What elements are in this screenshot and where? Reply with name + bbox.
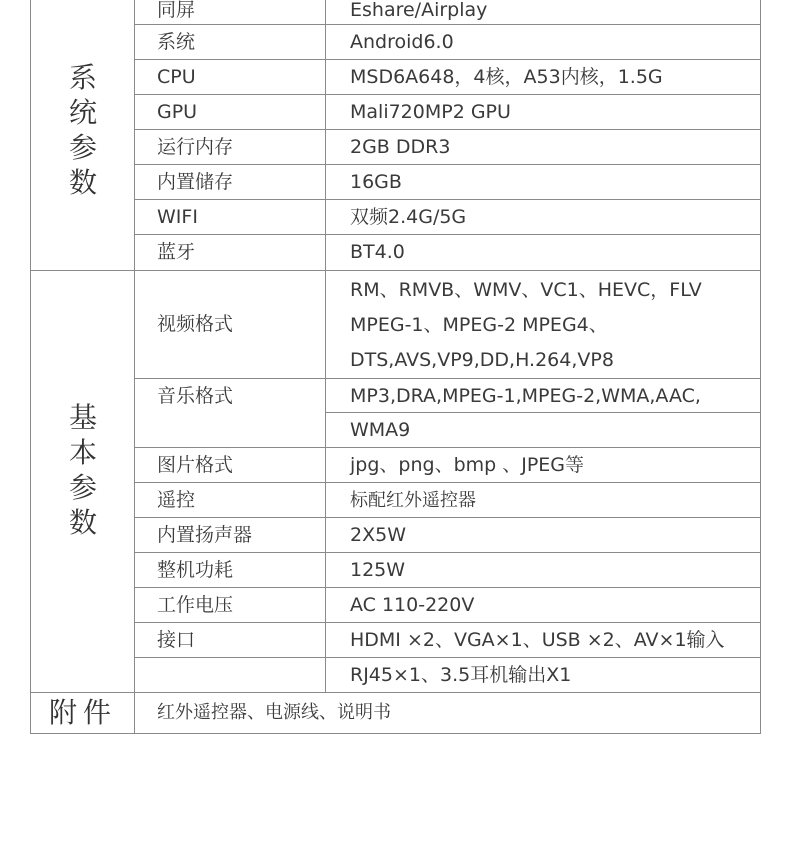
- spec-value-gpu: Mali720MP2 GPU: [350, 101, 511, 123]
- spec-key-remote: 遥控: [157, 489, 196, 511]
- table-divider-group: [134, 0, 135, 734]
- spec-key-ports: 接口: [157, 629, 196, 651]
- spec-key-voltage: 工作电压: [157, 594, 234, 616]
- table-border-left: [30, 0, 31, 734]
- spec-value-image: jpg、png、bmp 、JPEG等: [350, 454, 585, 476]
- spec-value-wifi: 双频2.4G/5G: [350, 206, 467, 228]
- spec-key-audio: 音乐格式: [157, 385, 234, 407]
- spec-key-image: 图片格式: [157, 454, 234, 476]
- group-char: 参: [68, 131, 97, 164]
- spec-key-gpu: GPU: [157, 101, 198, 123]
- spec-key-wifi: WIFI: [157, 206, 198, 228]
- spec-value-screen-share: Eshare/Airplay: [350, 0, 488, 21]
- spec-value-power: 125W: [350, 559, 406, 581]
- spec-value-os: Android6.0: [350, 31, 454, 53]
- spec-value-bluetooth: BT4.0: [350, 241, 405, 263]
- group-char: 参: [68, 471, 97, 504]
- spec-value-video-line: DTS,AVS,VP9,DD,H.264,VP8: [350, 349, 614, 371]
- spec-key-speaker: 内置扬声器: [157, 524, 253, 546]
- spec-key-power: 整机功耗: [157, 559, 234, 581]
- group-char: 基: [68, 401, 97, 434]
- spec-value-audio-line: MP3,DRA,MPEG-1,MPEG-2,WMA,AAC,: [350, 385, 701, 407]
- group-char: 统: [68, 96, 97, 129]
- group-char: 系: [68, 61, 97, 94]
- group-label-system: [32, 30, 134, 230]
- group-char: 本: [68, 436, 97, 469]
- spec-key-video: 视频格式: [157, 313, 234, 335]
- spec-value-video-line: MPEG-1、MPEG-2 MPEG4、: [350, 314, 608, 336]
- spec-value-remote: 标配红外遥控器: [350, 490, 476, 511]
- accessories-value: 红外遥控器、电源线、说明书: [157, 702, 391, 723]
- spec-key-storage: 内置储存: [157, 171, 234, 193]
- group-char: 数: [68, 506, 97, 539]
- table-border-right: [760, 0, 761, 734]
- accessories-label: 附件: [48, 696, 117, 729]
- spec-value-speaker: 2X5W: [350, 524, 406, 546]
- spec-value-ports-line: HDMI ×2、VGA×1、USB ×2、AV×1输入: [350, 629, 725, 651]
- spec-value-ram: 2GB DDR3: [350, 136, 451, 158]
- spec-key-screen-share: 同屏: [157, 0, 196, 21]
- spec-value-cpu: MSD6A648，4核，A53内核，1.5G: [350, 66, 663, 88]
- spec-value-video-line: RM、RMVB、WMV、VC1、HEVC，FLV: [350, 279, 702, 301]
- spec-value-storage: 16GB: [350, 171, 402, 193]
- spec-key-os: 系统: [157, 31, 196, 53]
- group-divider: [30, 270, 761, 271]
- group-label-basic: [32, 370, 134, 570]
- spec-key-cpu: CPU: [157, 66, 196, 88]
- group-char: 数: [68, 166, 97, 199]
- spec-value-ports-line: RJ45×1、3.5耳机输出X1: [350, 664, 572, 686]
- table-border-bottom: [30, 733, 761, 734]
- spec-key-ram: 运行内存: [157, 136, 234, 158]
- spec-key-bluetooth: 蓝牙: [157, 241, 196, 263]
- table-divider-value: [325, 0, 326, 692]
- spec-value-audio-line: WMA9: [350, 419, 411, 441]
- spec-value-voltage: AC 110-220V: [350, 594, 475, 616]
